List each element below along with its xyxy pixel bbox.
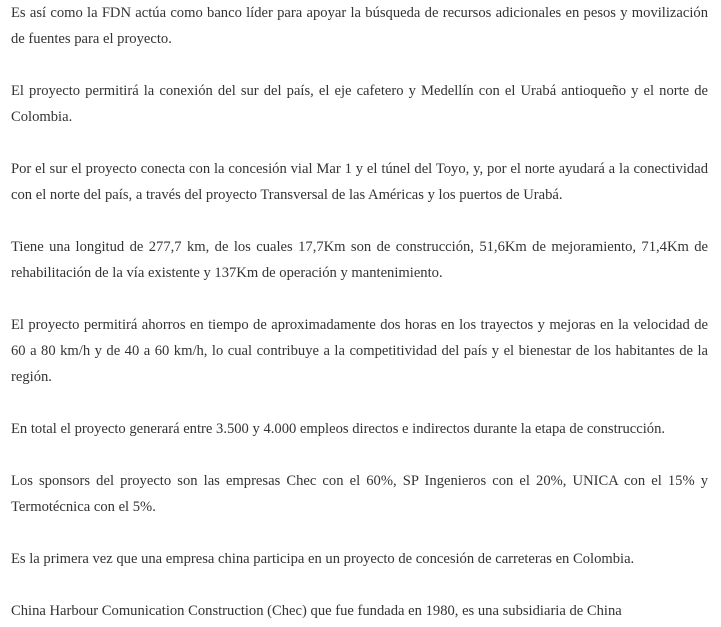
paragraph-first-chinese-company: Es la primera vez que una empresa china participa en un proyecto de concesión de carreteras en Colombia. [11, 551, 635, 567]
paragraph-connection-south-north: El proyecto permitirá la conexión del sur del país, el eje cafetero y Medellín con el Urabá antioqueño y el norte de Colombia. [11, 83, 708, 125]
paragraph-chec-history: China Harbour Comunication Construction (Chec) que fue fundada en 1980, es una subsidiaria de China [11, 603, 622, 619]
paragraph-fdn-lead-bank: Es así como la FDN actúa como banco líder para apoyar la búsqueda de recursos adicionales en pesos y movilización de fuentes para el proyecto. [11, 5, 708, 47]
paragraph-road-length: Tiene una longitud de 277,7 km, de los cuales 17,7Km son de construcción, 51,6Km de mejoramiento, 71,4Km de rehabilitación de la vía existente y 137Km de operación y mantenimiento. [11, 239, 708, 281]
paragraph-jobs: En total el proyecto generará entre 3.500 y 4.000 empleos directos e indirectos durante la etapa de construcción. [11, 421, 666, 437]
paragraph-mar1-toyo-tunnel: Por el sur el proyecto conecta con la concesión vial Mar 1 y el túnel del Toyo, y, por el norte ayudará a la conectividad con el norte del país, a través del proyecto Transversal de las Américas y los puertos de Urabá. [11, 161, 708, 203]
paragraph-sponsors: Los sponsors del proyecto son las empresas Chec con el 60%, SP Ingenieros con el 20%, UNICA con el 15% y Termotécnica con el 5%. [11, 473, 708, 515]
paragraph-time-savings: El proyecto permitirá ahorros en tiempo de aproximadamente dos horas en los trayectos y mejoras en la velocidad de 60 a 80 km/h y de 40 a 60 km/h, lo cual contribuye a la competitividad del país y el bienestar de los habitantes de la región. [11, 317, 708, 385]
article-body [11, 0, 708, 624]
